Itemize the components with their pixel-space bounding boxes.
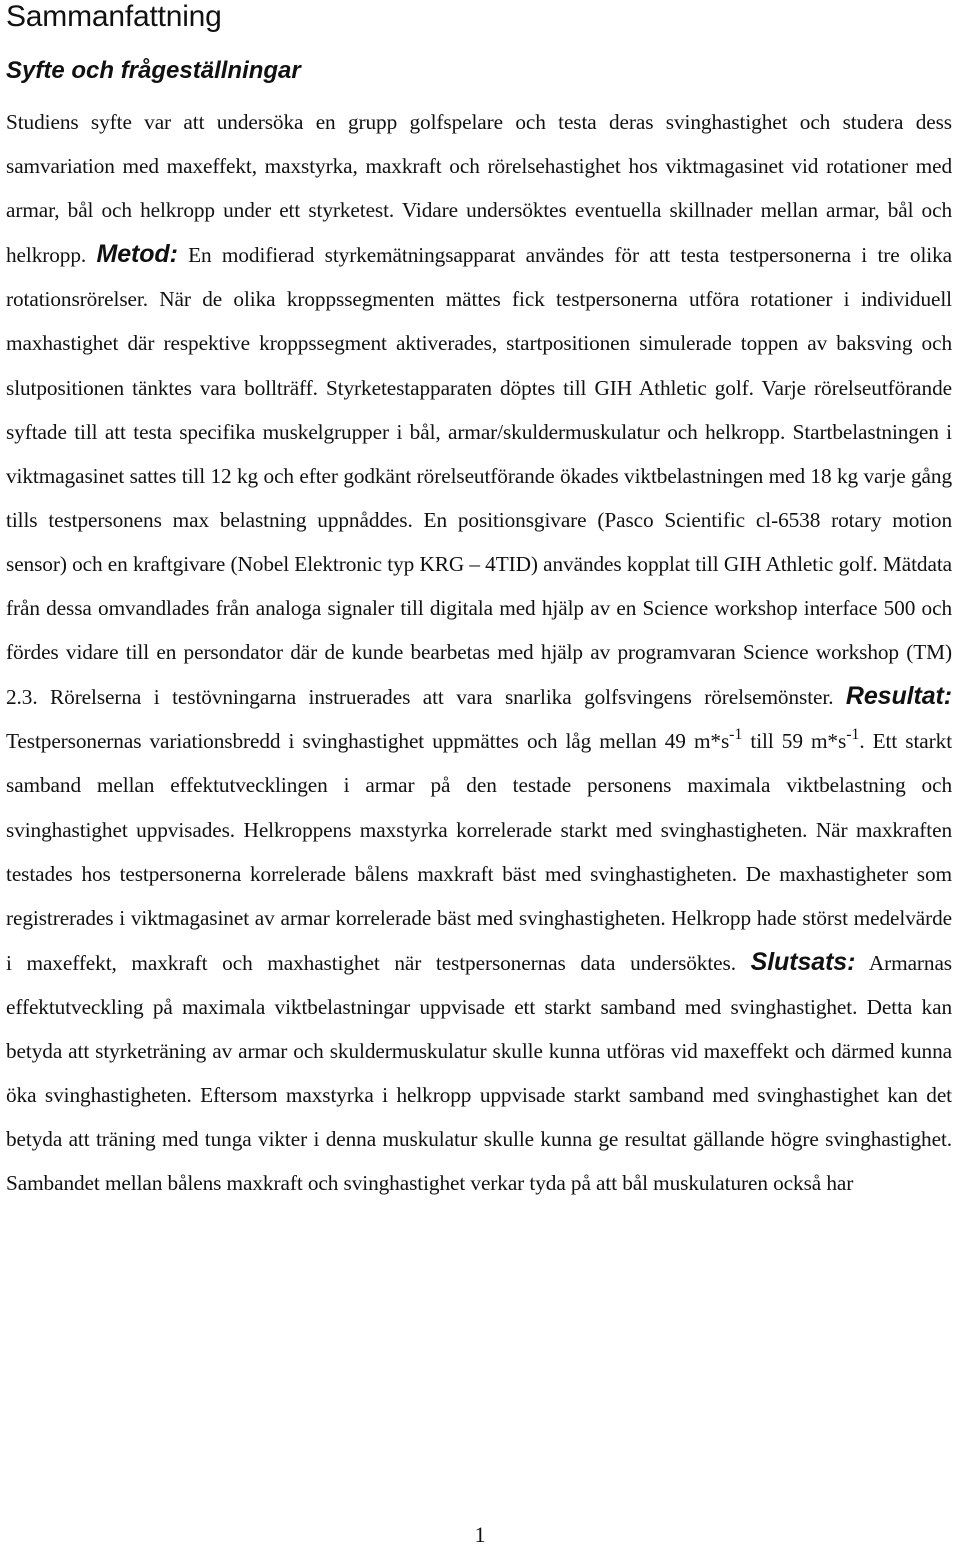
page-title: Sammanfattning xyxy=(6,0,222,33)
resultat-text-a: Testpersonernas variationsbredd i svinghastighet uppmättes och låg mellan 49 m*s xyxy=(6,729,730,754)
page-number: 1 xyxy=(474,1522,486,1547)
resultat-heading: Resultat: xyxy=(845,682,952,711)
exponent-2: -1 xyxy=(846,726,860,744)
slutsats-text: Armarnas effektutveckling på maximala viktbelastningar uppvisade ett starkt samband med svinghastighet. Detta kan betyda att styrketräning av armar och skuldermuskulatur skulle kunna utföras vid maxeffekt och därmed kunna öka svinghastigheten. Eftersom maxstyrka i helkropp uppvisade starkt samband med svinghastighet kan det betyda att träning med tunga vikter i denna muskulatur skulle kunna ge resultat gällande högre svinghastighet. Sambandet mellan bålens maxkraft och svinghastighet verkar tyda på att bål muskulaturen också har xyxy=(6,950,952,1196)
syfte-text: Studiens syfte var att undersöka en grupp golfspelare och testa deras svinghastighet och studera dess samvariation med maxeffekt, maxstyrka, maxkraft och rörelsehastighet hos viktmagasinet vid rotationer med armar, bål och helkropp under ett styrketest. Vidare undersöktes eventuella skillnader mellan armar, bål och helkropp. xyxy=(6,110,952,268)
metod-heading: Metod: xyxy=(96,240,178,269)
exponent-1: -1 xyxy=(729,726,743,744)
resultat-text-c: . Ett starkt samband mellan effektutvecklingen i armar på den testade personens maximala viktbelastning och svinghastighet uppvisades. Helkroppens maxstyrka korrelerade starkt med svinghastigheten. När maxkraften testades hos testpersonerna korrelerade bålens maxkraft bäst med svinghastigheten. De maxhastigheter som registrerades i viktmagasinet av armar korrelerade bäst med svinghastigheten. Helkropp hade störst medelvärde i maxeffekt, maxkraft och maxhastighet när testpersonernas data undersöktes. xyxy=(6,729,953,975)
section-subtitle: Syfte och frågeställningar xyxy=(6,57,301,84)
metod-text: En modifierad styrkemätningsapparat användes för att testa testpersonerna i tre olika rotationsrörelser. När de olika kroppssegmenten mättes fick testpersonerna utföra rotationer i individuell maxhastighet där respektive kroppssegment aktiverades, startpositionen simulerade toppen av baksving och slutpositionen tänktes vara bollträff. Styrketestapparaten döptes till GIH Athletic golf. Varje rörelseutförande syftade till att testa specifika muskelgrupper i bål, armar/skuldermuskulatur och helkropp. Startbelastningen i viktmagasinet sattes till 12 kg och efter godkänt rörelseutförande ökades viktbelastningen med 18 kg varje gång tills testpersonens max belastning uppnåddes. En positionsgivare (Pasco Scientific cl-6538 rotary motion sensor) och en kraftgivare (Nobel Elektronic typ KRG – 4TID) användes kopplat till GIH Athletic golf. Mätdata från dessa omvandlades från analoga signaler till digitala med hjälp av en Science workshop interface 500 och fördes vidare till en persondator där de kunde bearbetas med hjälp av programvaran Science workshop (TM) 2.3. Rörelserna i testövningarna instruerades att vara snarlika golfsvingens rörelsemönster. xyxy=(6,243,952,710)
resultat-text-b: till 59 m*s xyxy=(742,729,847,754)
summary-paragraph xyxy=(6,100,952,1205)
slutsats-heading: Slutsats: xyxy=(750,947,856,976)
